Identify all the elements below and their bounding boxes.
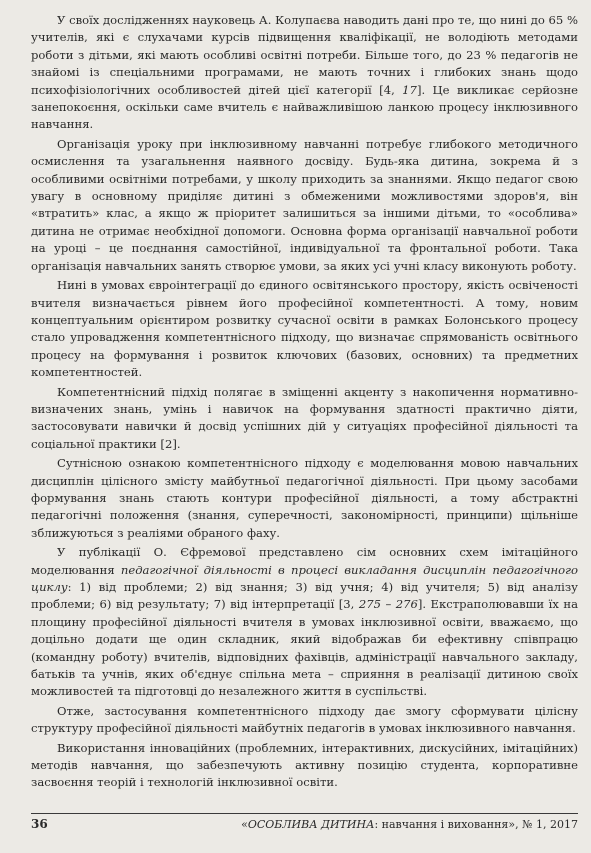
paragraph-2: Організація уроку при інклюзивному навчанні потребує глибокого методичного осмислення та узагальнення наявного досвіду. Будь-яка дитина, зокрема й з особливими освітніми потребами, у школу приходить за знаннями. Якщо педагог свою увагу в основному приділяє дитині з обмеженими можливостями здоров'я, він «втратить» клас, а якщо ж пріоритет залишиться за іншими дітьми, то «особлива» дитина не отримає необхідної допомоги. Основна форма організації навчальної роботи на уроці – це поєднання самостійної, індивідуальної та фронтальної роботи. Така організація навчальних занять створює умови, за яких усі учні класу виконують роботу.	[31, 136, 578, 273]
paragraph-7: Отже, застосування компетентнісного підходу дає змогу сформувати цілісну структуру професійної діяльності майбутніх педагогів в умовах інклюзивного навчання.	[31, 703, 578, 736]
paragraph-3: Нині в умовах євроінтеграції до єдиного освітянського простору, якість освіченості вчителя визначається рівнем його професійної компетентності. А тому, новим концептуальним орієнтиром розвитку сучасної освіти в рамках Болонського процесу стало упровадження компетентнісного підходу, що визначає спрямованість освітнього процесу на формування і розвиток ключових (базових, основних) та предметних компетентностей.	[31, 278, 578, 380]
paragraph-4: Компетентнісний підхід полягає в зміщенні акценту з накопичення нормативно-визначених знань, умінь і навичок на формування здатності практично діяти, застосовувати навички й досвід успішних дій у ситуаціях професійної діяльності та соціальної практики [2].	[31, 384, 578, 451]
footer-rule	[31, 813, 578, 814]
paragraph-5: Сутнісною ознакою компетентнісного підходу є моделювання мовою навчальних дисциплін цілісного змісту майбутньої педагогічної діяльності. При цьому засобами формування знань стають контури професійної діяльності, а тому абстрактні педагогічні положення (знання, суперечності, закономірності, принципи) щільніше зближуються з реаліями обраного фаху.	[31, 456, 578, 540]
paragraph-8: Використання інноваційних (проблемних, інтерактивних, дискусійних, імітаційних) методів навчання, що забезпечують активну позицію студента, корпоративне засвоєння теорій і технологій інклюзивної освіти.	[31, 740, 578, 790]
page-footer	[31, 817, 578, 831]
journal-title: «ОСОБЛИВА ДИТИНА: навчання і виховання», № 1, 2017	[241, 818, 578, 831]
page-number: 36	[31, 817, 48, 831]
paragraph-1: У своїх дослідженнях науковець А. Колупаєва наводить дані про те, що нині до 65 % учителів, які є слухачами курсів підвищення кваліфікації, не володіють методами роботи з дітьми, які мають особливі освітні потреби. Більше того, до 23 % педагогів не знайомі із спеціальними програмами, не мають точних і глибоких знань щодо психофізіологічних особливостей дітей цієї категорії [4, 17]. Це викликає серйозне занепокоєння, оскільки саме вчитель є найважливішою ланкою процесу інклюзивного навчання.	[31, 13, 578, 132]
paragraph-6: У публікації О. Єфремової представлено сім основних схем імітаційного моделювання педагогічної діяльності в процесі викладання дисциплін педагогічного циклу: 1) від проблеми; 2) від знання; 3) від учня; 4) від учителя; 5) від аналізу проблеми; 6) від результату; 7) від інтерпретації [3, 275 – 276]. Екстраполювавши їх на площину професійної діяльності вчителя в умовах інклюзивної освіти, вважаємо, що доцільно додати ще один складник, який відображав би ефективну співпрацю (командну роботу) вчителів, відповідних фахівців, адміністрації навчального закладу, батьків та учнів, яких об'єднує спільна мета – сприяння в реалізації дитиною своїх можливостей та підготовці до незалежного життя в суспільстві.	[31, 545, 578, 699]
body-text	[31, 12, 578, 794]
